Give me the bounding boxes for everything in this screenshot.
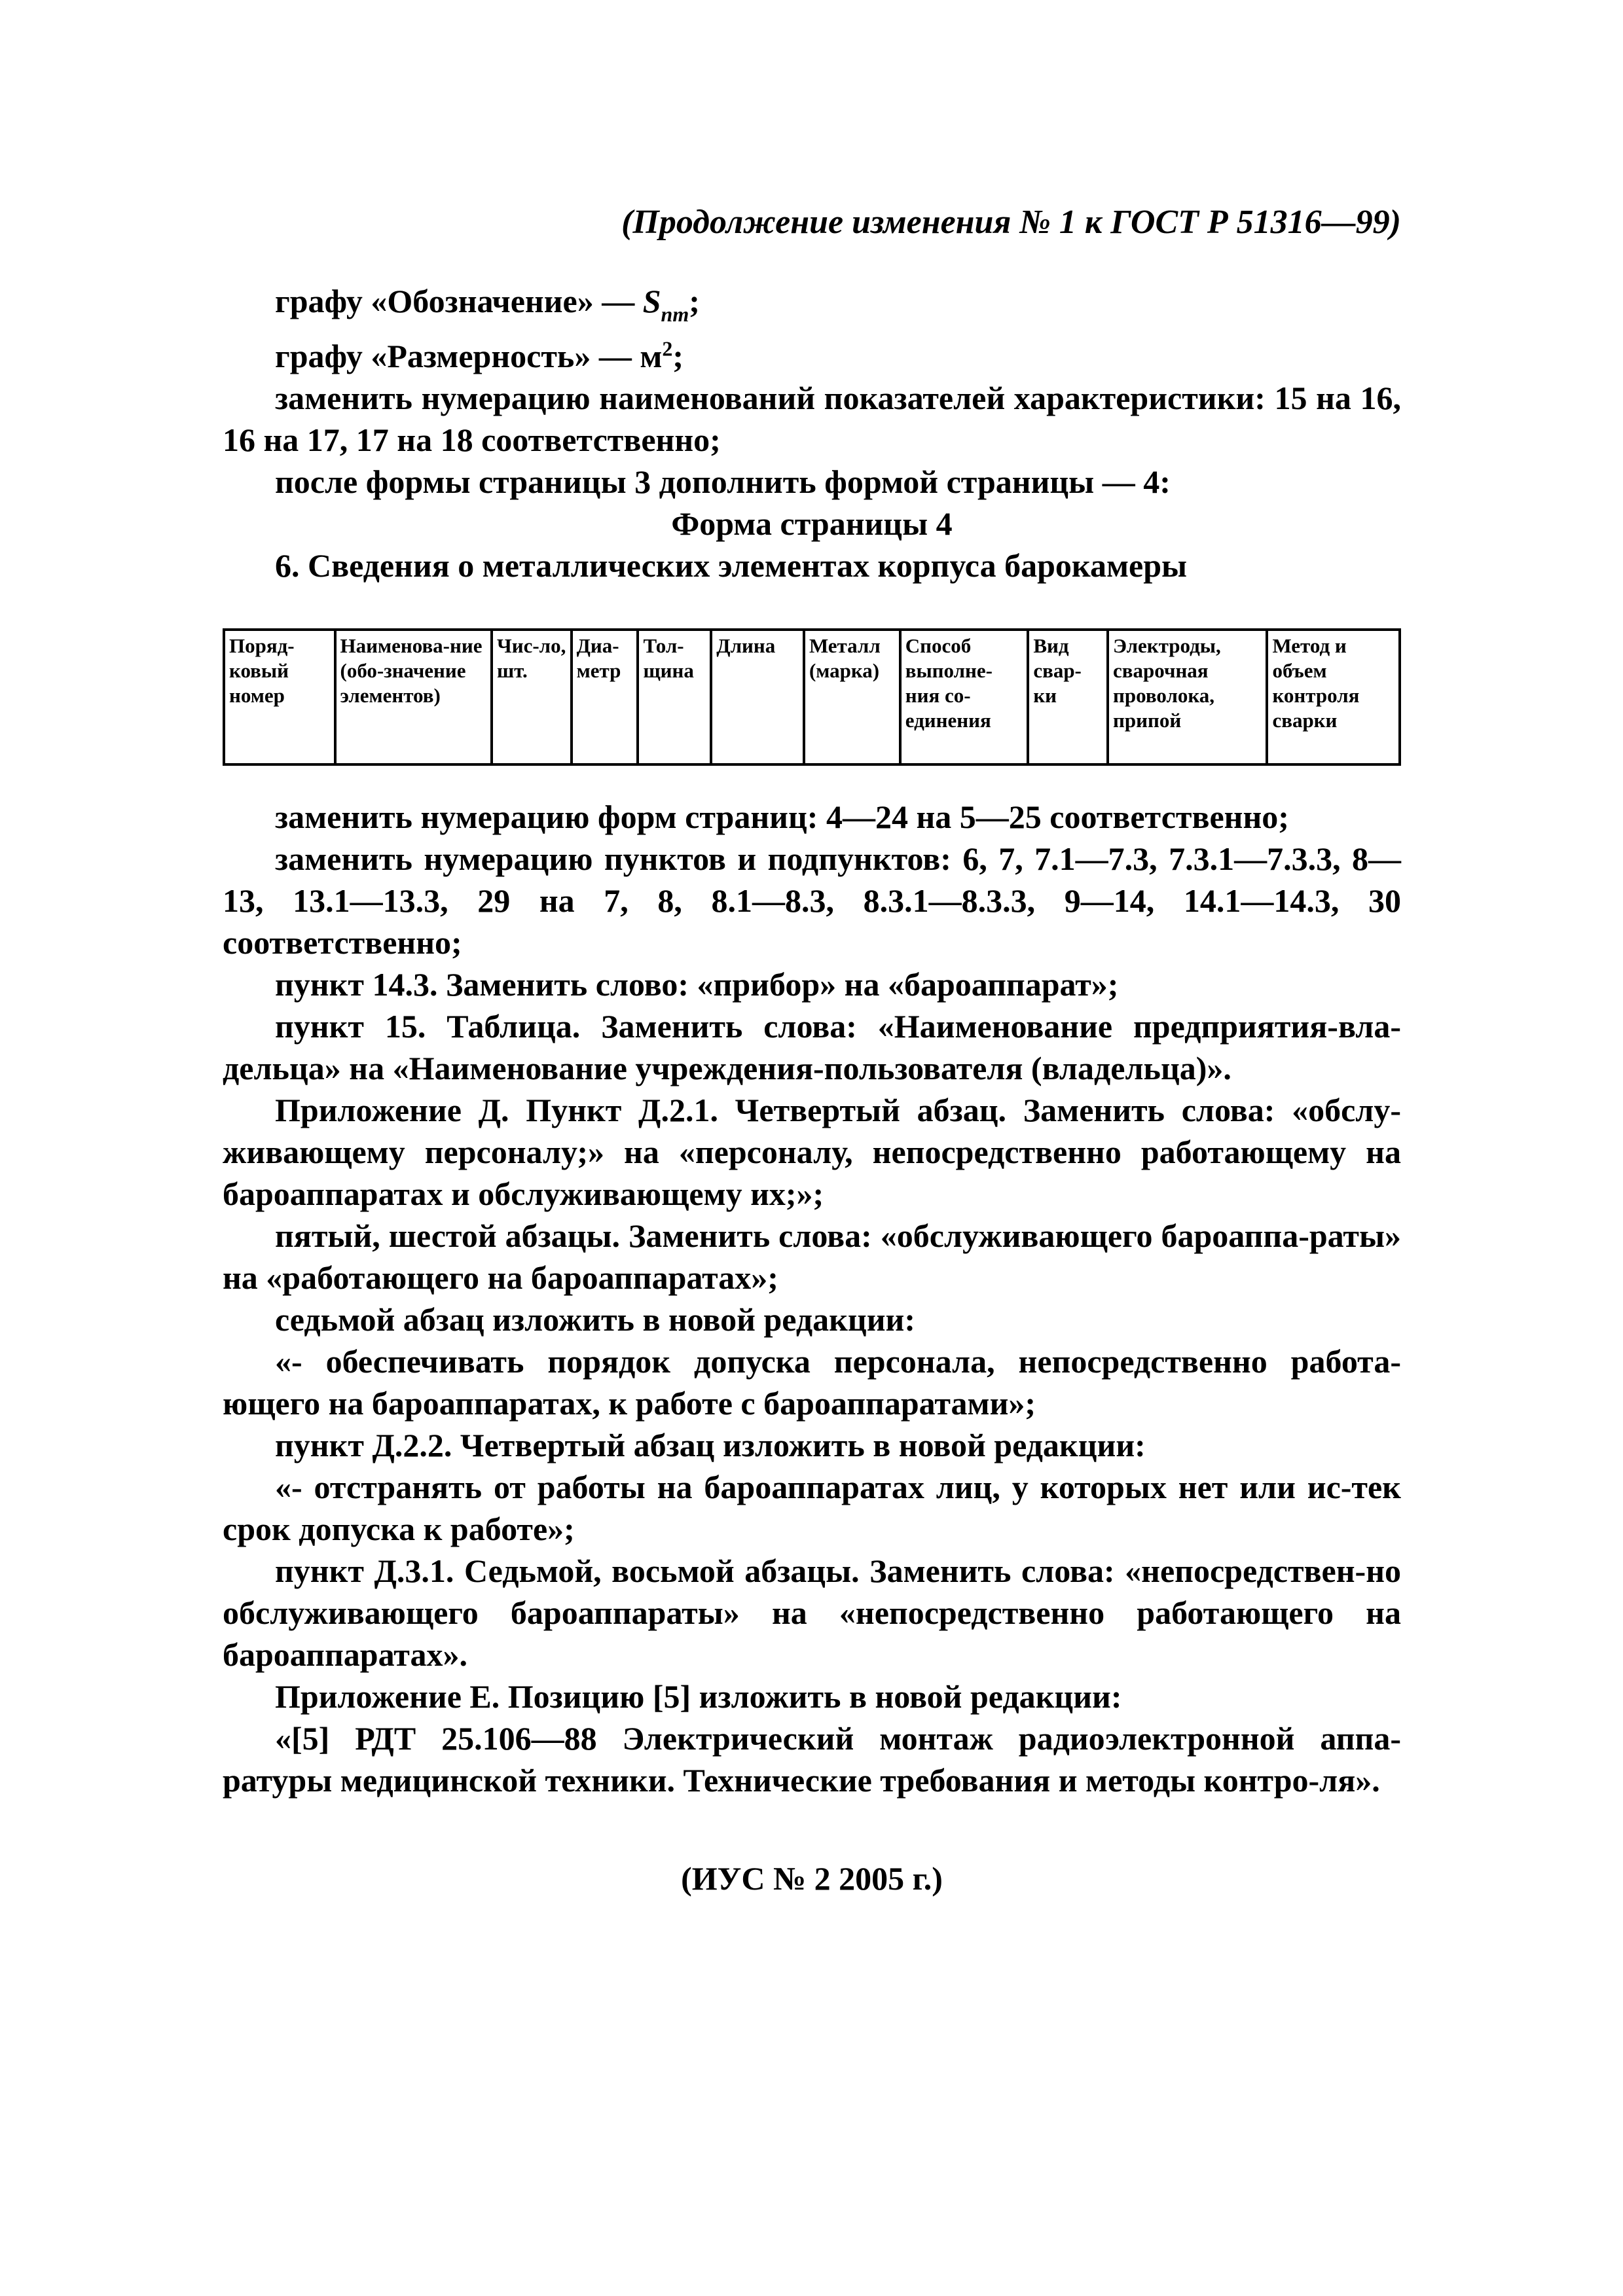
paragraph: «- обеспечивать порядок допуска персонала, непосредственно работа-ющего на бароаппаратах, к работе с бароаппаратами»; <box>223 1343 1401 1422</box>
paragraph: Приложение Е. Позицию [5] изложить в новой редакции: <box>275 1678 1122 1715</box>
table-header-cell: Тол-щина <box>638 630 711 764</box>
paragraph: пункт Д.3.1. Седьмой, восьмой абзацы. Заменить слова: «непосредствен-но обслуживающего бароаппараты» на «непосредственно работающего на бароаппаратах». <box>223 1552 1401 1673</box>
form-title: Форма страницы 4 <box>671 505 953 542</box>
paragraph: после формы страницы 3 дополнить формой страницы — 4: <box>275 463 1171 500</box>
table-header-cell: Длина <box>711 630 804 764</box>
line-dimension-prefix: графу «Размерность» — м <box>275 338 663 374</box>
table-header-cell: Металл (марка) <box>804 630 900 764</box>
paragraph: заменить нумерацию наименований показателей характеристики: 15 на 16, 16 на 17, 17 на 18 соответственно; <box>223 380 1401 458</box>
line-designation-suffix: ; <box>689 283 700 319</box>
paragraph: пункт 14.3. Заменить слово: «прибор» на «бароаппарат»; <box>275 966 1119 1003</box>
document-page <box>223 196 1401 1899</box>
line-designation <box>223 280 1401 335</box>
table-header-cell: Поряд-ковый номер <box>224 630 335 764</box>
paragraph: «[5] РДТ 25.106—88 Электрический монтаж радиоэлектронной аппа-ратуры медицинской техники. Технические требования и методы контро-ля». <box>223 1720 1401 1799</box>
superscript: 2 <box>662 336 673 361</box>
paragraph: пункт 15. Таблица. Заменить слова: «Наименование предприятия-вла-дельца» на «Наименование учреждения-пользователя (владельца)». <box>223 1008 1401 1086</box>
page-header: (Продолжение изменения № 1 к ГОСТ Р 51316—99) <box>621 204 1401 241</box>
paragraph: пятый, шестой абзацы. Заменить слова: «обслуживающего бароаппа-раты» на «работающего на бароаппаратах»; <box>223 1217 1401 1296</box>
paragraph: заменить нумерацию пунктов и подпунктов: 6, 7, 7.1—7.3, 7.3.1—7.3.3, 8—13, 13.1—13.3, 29 на 7, 8, 8.1—8.3, 8.3.1—8.3.3, 9—14, 14.1—14.3, 30 соответственно; <box>223 840 1401 961</box>
line-dimension-suffix: ; <box>672 338 684 374</box>
symbol: S <box>642 283 661 319</box>
paragraph: заменить нумерацию форм страниц: 4—24 на 5—25 соответственно; <box>275 798 1289 835</box>
table-header-cell: Метод и объем контроля сварки <box>1267 630 1400 764</box>
form-table <box>223 628 1401 766</box>
table-header-cell: Диа-метр <box>572 630 638 764</box>
table-header-cell: Способ выполне-ния со-единения <box>900 630 1029 764</box>
table-header-cell: Наименова-ние (обо-значение элементов) <box>335 630 492 764</box>
source-reference: (ИУС № 2 2005 г.) <box>681 1860 943 1897</box>
paragraph: Приложение Д. Пункт Д.2.1. Четвертый абзац. Заменить слова: «обслу-живающему персоналу;» на «персоналу, непосредственно работающему на бароаппаратах и обслуживающему их;»; <box>223 1092 1401 1212</box>
table-header-cell: Вид свар-ки <box>1028 630 1108 764</box>
line-dimension <box>223 335 1401 377</box>
table-header-row <box>224 630 1400 764</box>
symbol-subscript: пт <box>661 302 689 326</box>
paragraph: «- отстранять от работы на бароаппаратах лиц, у которых нет или ис-тек срок допуска к работе»; <box>223 1469 1401 1547</box>
paragraph: пункт Д.2.2. Четвертый абзац изложить в новой редакции: <box>275 1427 1146 1463</box>
paragraph: седьмой абзац изложить в новой редакции: <box>275 1301 916 1338</box>
line-designation-prefix: графу «Обозначение» — <box>275 283 643 319</box>
table-header-cell: Электроды, сварочная проволока, припой <box>1108 630 1267 764</box>
table-header-cell: Чис-ло, шт. <box>492 630 572 764</box>
section-title: 6. Сведения о металлических элементах корпуса барокамеры <box>275 547 1188 584</box>
